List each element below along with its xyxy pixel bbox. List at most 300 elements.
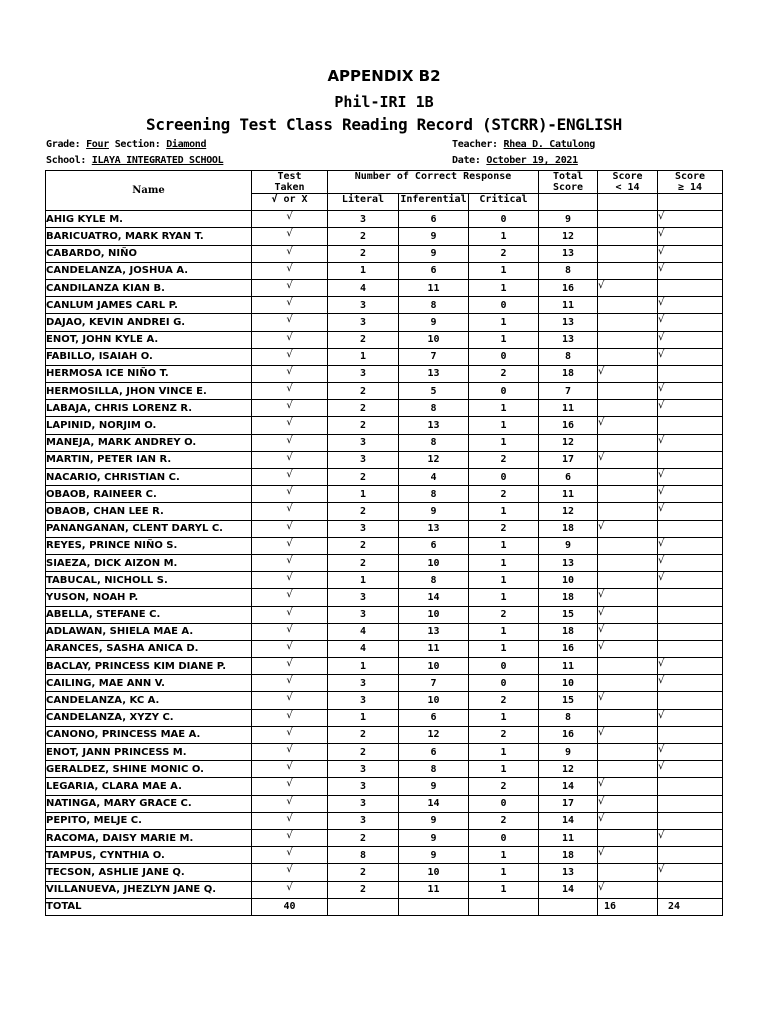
- student-name: MARTIN, PETER IAN R.: [46, 451, 252, 468]
- student-name: CANDELANZA, KC A.: [46, 692, 252, 709]
- at-least-14-mark: √: [658, 554, 723, 571]
- totals-literal-blank: [328, 898, 399, 915]
- below-14-mark: √: [598, 606, 658, 623]
- below-14-mark: [598, 744, 658, 761]
- at-least-14-mark: [658, 812, 723, 829]
- student-name: TECSON, ASHLIE JANE Q.: [46, 864, 252, 881]
- inferential-score: 6: [399, 211, 469, 228]
- table-row: [46, 675, 723, 692]
- test-taken-mark: √: [252, 434, 328, 451]
- form-code-heading: Phil-IRI 1B: [334, 93, 434, 111]
- total-score: 12: [539, 228, 598, 245]
- table-row: [46, 486, 723, 503]
- table-row: [46, 589, 723, 606]
- student-name: HERMOSILLA, JHON VINCE E.: [46, 383, 252, 400]
- student-name: CANONO, PRINCESS MAE A.: [46, 726, 252, 743]
- at-least-14-mark: [658, 589, 723, 606]
- literal-score: 2: [328, 744, 399, 761]
- inferential-score: 9: [399, 812, 469, 829]
- table-row: [46, 228, 723, 245]
- test-taken-mark: √: [252, 589, 328, 606]
- test-taken-mark: √: [252, 572, 328, 589]
- total-score: 12: [539, 761, 598, 778]
- below-14-mark: [598, 228, 658, 245]
- total-score: 8: [539, 709, 598, 726]
- below-14-mark: [598, 761, 658, 778]
- at-least-14-mark: √: [658, 331, 723, 348]
- total-score: 9: [539, 211, 598, 228]
- at-least-14-mark: [658, 417, 723, 434]
- inferential-score: 12: [399, 726, 469, 743]
- test-taken-mark: √: [252, 847, 328, 864]
- school-label: School:: [46, 155, 87, 166]
- student-name: TABUCAL, NICHOLL S.: [46, 572, 252, 589]
- student-name: FABILLO, ISAIAH O.: [46, 348, 252, 365]
- table-row: [46, 692, 723, 709]
- student-name: LAPINID, NORJIM O.: [46, 417, 252, 434]
- student-name: ARANCES, SASHA ANICA D.: [46, 640, 252, 657]
- below-14-mark: [598, 658, 658, 675]
- inferential-header: Inferential: [399, 194, 469, 211]
- student-name: TAMPUS, CYNTHIA O.: [46, 847, 252, 864]
- section-value: Diamond: [166, 139, 207, 150]
- total-score: 8: [539, 348, 598, 365]
- test-taken-mark: √: [252, 262, 328, 279]
- total-score: 14: [539, 881, 598, 898]
- total-score-header: Total Score: [539, 171, 598, 194]
- literal-score: 2: [328, 417, 399, 434]
- below-14-mark: [598, 245, 658, 262]
- critical-score: 0: [469, 675, 539, 692]
- inferential-score: 8: [399, 572, 469, 589]
- critical-score: 2: [469, 486, 539, 503]
- student-name: LEGARIA, CLARA MAE A.: [46, 778, 252, 795]
- total-score: 12: [539, 434, 598, 451]
- critical-score: 2: [469, 606, 539, 623]
- literal-score: 2: [328, 503, 399, 520]
- literal-score: 3: [328, 606, 399, 623]
- literal-score: 3: [328, 365, 399, 382]
- literal-score: 2: [328, 864, 399, 881]
- at-least-14-mark: [658, 451, 723, 468]
- table-row: [46, 881, 723, 898]
- student-name: YUSON, NOAH P.: [46, 589, 252, 606]
- at-least-14-mark: √: [658, 383, 723, 400]
- below-14-mark: [598, 211, 658, 228]
- table-row: [46, 658, 723, 675]
- at-least-14-mark: [658, 640, 723, 657]
- total-score: 10: [539, 675, 598, 692]
- inferential-score: 9: [399, 314, 469, 331]
- below-14-mark: √: [598, 692, 658, 709]
- grade-section-line: [46, 139, 206, 150]
- score-at-least-14-header: Score ≥ 14: [658, 171, 723, 194]
- total-score: 16: [539, 417, 598, 434]
- test-taken-mark: √: [252, 812, 328, 829]
- critical-score: 1: [469, 623, 539, 640]
- literal-score: 1: [328, 572, 399, 589]
- table-row: [46, 262, 723, 279]
- below-14-mark: √: [598, 726, 658, 743]
- at-least-14-mark: √: [658, 503, 723, 520]
- inferential-score: 10: [399, 606, 469, 623]
- literal-score: 2: [328, 383, 399, 400]
- literal-score: 2: [328, 469, 399, 486]
- inferential-score: 14: [399, 589, 469, 606]
- test-taken-mark: √: [252, 761, 328, 778]
- below-14-mark: √: [598, 881, 658, 898]
- date-label: Date:: [452, 155, 481, 166]
- table-row: [46, 795, 723, 812]
- critical-score: 2: [469, 778, 539, 795]
- critical-score: 1: [469, 709, 539, 726]
- critical-score: 0: [469, 297, 539, 314]
- below-14-mark: √: [598, 365, 658, 382]
- total-score: 13: [539, 864, 598, 881]
- table-row: [46, 623, 723, 640]
- student-name: HERMOSA ICE NIÑO T.: [46, 365, 252, 382]
- at-least-14-mark: √: [658, 262, 723, 279]
- critical-score: 1: [469, 503, 539, 520]
- literal-score: 4: [328, 279, 399, 296]
- total-score: 15: [539, 692, 598, 709]
- totals-critical-blank: [469, 898, 539, 915]
- total-score: 10: [539, 572, 598, 589]
- total-score: 18: [539, 623, 598, 640]
- critical-score: 2: [469, 245, 539, 262]
- at-least-14-mark: √: [658, 211, 723, 228]
- literal-score: 2: [328, 331, 399, 348]
- total-score: 18: [539, 520, 598, 537]
- below-14-mark: [598, 503, 658, 520]
- test-taken-mark: √: [252, 417, 328, 434]
- test-taken-header: Test Taken: [252, 171, 328, 194]
- critical-score: 1: [469, 554, 539, 571]
- below-14-mark: [598, 486, 658, 503]
- critical-score: 1: [469, 847, 539, 864]
- table-row: [46, 606, 723, 623]
- below-14-mark: [598, 314, 658, 331]
- critical-score: 1: [469, 262, 539, 279]
- below-14-mark: √: [598, 279, 658, 296]
- table-row: [46, 778, 723, 795]
- test-taken-mark: √: [252, 228, 328, 245]
- at-least-14-mark: [658, 606, 723, 623]
- at-least-14-mark: [658, 795, 723, 812]
- test-taken-mark: √: [252, 623, 328, 640]
- total-score: 11: [539, 829, 598, 846]
- at-least-14-mark: √: [658, 469, 723, 486]
- inferential-score: 11: [399, 279, 469, 296]
- total-score: 11: [539, 486, 598, 503]
- table-row: [46, 331, 723, 348]
- total-score: 16: [539, 279, 598, 296]
- inferential-score: 7: [399, 348, 469, 365]
- appendix-heading: APPENDIX B2: [327, 67, 441, 85]
- inferential-score: 14: [399, 795, 469, 812]
- student-name: NATINGA, MARY GRACE C.: [46, 795, 252, 812]
- critical-score: 0: [469, 211, 539, 228]
- literal-header: Literal: [328, 194, 399, 211]
- at-least-14-mark: √: [658, 709, 723, 726]
- critical-score: 1: [469, 864, 539, 881]
- test-taken-mark: √: [252, 400, 328, 417]
- date-value: October 19, 2021: [486, 155, 578, 166]
- at-least-14-mark: √: [658, 297, 723, 314]
- at-least-14-mark: √: [658, 245, 723, 262]
- critical-score: 2: [469, 692, 539, 709]
- total-score: 11: [539, 658, 598, 675]
- literal-score: 1: [328, 486, 399, 503]
- correct-response-header: Number of Correct Response: [328, 171, 539, 194]
- table-row: [46, 812, 723, 829]
- below-14-mark: [598, 864, 658, 881]
- table-row: [46, 847, 723, 864]
- at-least-14-mark: [658, 279, 723, 296]
- total-score-subheader-blank: [539, 194, 598, 211]
- critical-score: 0: [469, 795, 539, 812]
- student-name: BACLAY, PRINCESS KIM DIANE P.: [46, 658, 252, 675]
- student-name: RACOMA, DAISY MARIE M.: [46, 829, 252, 846]
- inferential-score: 11: [399, 881, 469, 898]
- literal-score: 1: [328, 348, 399, 365]
- literal-score: 3: [328, 761, 399, 778]
- at-least-14-mark: √: [658, 761, 723, 778]
- at-least-14-mark: [658, 692, 723, 709]
- critical-score: 1: [469, 400, 539, 417]
- literal-score: 2: [328, 228, 399, 245]
- test-taken-mark: √: [252, 451, 328, 468]
- table-row: [46, 640, 723, 657]
- test-taken-mark: √: [252, 503, 328, 520]
- test-taken-mark: √: [252, 675, 328, 692]
- below-14-mark: √: [598, 778, 658, 795]
- literal-score: 3: [328, 520, 399, 537]
- below-14-mark: √: [598, 640, 658, 657]
- student-name: REYES, PRINCE NIÑO S.: [46, 537, 252, 554]
- total-score: 13: [539, 554, 598, 571]
- test-taken-mark: √: [252, 692, 328, 709]
- inferential-score: 8: [399, 434, 469, 451]
- table-row: [46, 400, 723, 417]
- table-row: [46, 383, 723, 400]
- at-least-14-mark: √: [658, 658, 723, 675]
- literal-score: 3: [328, 812, 399, 829]
- total-score: 8: [539, 262, 598, 279]
- below-14-mark: [598, 383, 658, 400]
- inferential-score: 13: [399, 623, 469, 640]
- student-name: AHIG KYLE M.: [46, 211, 252, 228]
- total-score: 16: [539, 640, 598, 657]
- total-score: 13: [539, 331, 598, 348]
- test-taken-subheader: √ or X: [252, 194, 328, 211]
- inferential-score: 9: [399, 245, 469, 262]
- table-row: [46, 365, 723, 382]
- below-14-mark: √: [598, 589, 658, 606]
- test-taken-mark: √: [252, 744, 328, 761]
- table-row: [46, 245, 723, 262]
- at-least-14-mark: [658, 847, 723, 864]
- test-taken-mark: √: [252, 486, 328, 503]
- literal-score: 2: [328, 881, 399, 898]
- below-14-mark: [598, 348, 658, 365]
- at-least-14-mark: √: [658, 537, 723, 554]
- test-taken-mark: √: [252, 314, 328, 331]
- critical-score: 0: [469, 658, 539, 675]
- below-14-mark: √: [598, 417, 658, 434]
- literal-score: 3: [328, 692, 399, 709]
- student-name: ENOT, JANN PRINCESS M.: [46, 744, 252, 761]
- below-14-mark: √: [598, 520, 658, 537]
- critical-score: 2: [469, 520, 539, 537]
- literal-score: 3: [328, 795, 399, 812]
- critical-score: 1: [469, 228, 539, 245]
- critical-score: 2: [469, 726, 539, 743]
- total-score: 12: [539, 503, 598, 520]
- student-name: CABARDO, NIÑO: [46, 245, 252, 262]
- table-row: [46, 726, 723, 743]
- total-score: 18: [539, 365, 598, 382]
- inferential-score: 6: [399, 744, 469, 761]
- total-below-14: 16: [598, 898, 658, 915]
- at-least-14-mark: √: [658, 829, 723, 846]
- critical-score: 2: [469, 812, 539, 829]
- at-least-14-mark: [658, 520, 723, 537]
- literal-score: 4: [328, 623, 399, 640]
- literal-score: 2: [328, 829, 399, 846]
- critical-score: 1: [469, 572, 539, 589]
- table-row: [46, 417, 723, 434]
- critical-score: 2: [469, 451, 539, 468]
- literal-score: 3: [328, 314, 399, 331]
- total-score: 11: [539, 297, 598, 314]
- below-14-mark: [598, 469, 658, 486]
- student-name: CANLUM JAMES CARL P.: [46, 297, 252, 314]
- inferential-score: 13: [399, 365, 469, 382]
- total-score: 9: [539, 537, 598, 554]
- inferential-score: 4: [399, 469, 469, 486]
- test-taken-mark: √: [252, 709, 328, 726]
- below-14-mark: [598, 400, 658, 417]
- literal-score: 1: [328, 709, 399, 726]
- critical-score: 1: [469, 417, 539, 434]
- total-score: 13: [539, 245, 598, 262]
- critical-score: 1: [469, 314, 539, 331]
- test-taken-mark: √: [252, 331, 328, 348]
- below-14-mark: [598, 297, 658, 314]
- test-taken-mark: √: [252, 279, 328, 296]
- total-tests-taken: 40: [252, 898, 328, 915]
- student-name: PEPITO, MELJE C.: [46, 812, 252, 829]
- test-taken-mark: √: [252, 881, 328, 898]
- critical-score: 1: [469, 744, 539, 761]
- totals-score-blank: [539, 898, 598, 915]
- literal-score: 3: [328, 434, 399, 451]
- test-taken-mark: √: [252, 537, 328, 554]
- student-name: DAJAO, KEVIN ANDREI G.: [46, 314, 252, 331]
- table-row: [46, 744, 723, 761]
- test-taken-mark: √: [252, 795, 328, 812]
- test-taken-mark: √: [252, 864, 328, 881]
- inferential-score: 6: [399, 537, 469, 554]
- test-taken-mark: √: [252, 383, 328, 400]
- student-name: GERALDEZ, SHINE MONIC O.: [46, 761, 252, 778]
- critical-score: 1: [469, 589, 539, 606]
- critical-score: 1: [469, 761, 539, 778]
- below-14-mark: √: [598, 623, 658, 640]
- table-row: [46, 451, 723, 468]
- teacher-line: [452, 139, 595, 150]
- inferential-score: 10: [399, 658, 469, 675]
- literal-score: 1: [328, 262, 399, 279]
- inferential-score: 13: [399, 520, 469, 537]
- total-score: 15: [539, 606, 598, 623]
- critical-score: 1: [469, 640, 539, 657]
- literal-score: 3: [328, 297, 399, 314]
- table-row: [46, 864, 723, 881]
- literal-score: 3: [328, 675, 399, 692]
- total-score: 11: [539, 400, 598, 417]
- below-14-mark: √: [598, 451, 658, 468]
- below-14-mark: [598, 572, 658, 589]
- student-name: OBAOB, CHAN LEE R.: [46, 503, 252, 520]
- inferential-score: 9: [399, 503, 469, 520]
- test-taken-mark: √: [252, 640, 328, 657]
- table-row: [46, 297, 723, 314]
- student-name: ENOT, JOHN KYLE A.: [46, 331, 252, 348]
- student-name: SIAEZA, DICK AIZON M.: [46, 554, 252, 571]
- at-least-14-mark: √: [658, 864, 723, 881]
- inferential-score: 6: [399, 262, 469, 279]
- teacher-value: Rhea D. Catulong: [503, 139, 596, 150]
- inferential-score: 8: [399, 400, 469, 417]
- literal-score: 3: [328, 589, 399, 606]
- below-14-mark: [598, 434, 658, 451]
- below-14-mark: [598, 537, 658, 554]
- at-least-14-mark: √: [658, 744, 723, 761]
- at-least-14-mark: √: [658, 228, 723, 245]
- critical-score: 0: [469, 348, 539, 365]
- total-score: 17: [539, 451, 598, 468]
- critical-score: 1: [469, 279, 539, 296]
- reading-record-table: [45, 170, 723, 916]
- critical-score: 1: [469, 537, 539, 554]
- school-line: [46, 155, 223, 166]
- at-least-14-mark: √: [658, 400, 723, 417]
- test-taken-mark: √: [252, 554, 328, 571]
- below-14-mark: √: [598, 812, 658, 829]
- student-name: PANANGANAN, CLENT DARYL C.: [46, 520, 252, 537]
- teacher-label: Teacher:: [452, 139, 498, 150]
- date-line: [452, 155, 578, 166]
- inferential-score: 10: [399, 692, 469, 709]
- inferential-score: 9: [399, 228, 469, 245]
- total-score: 6: [539, 469, 598, 486]
- inferential-score: 12: [399, 451, 469, 468]
- student-name: BARICUATRO, MARK RYAN T.: [46, 228, 252, 245]
- literal-score: 2: [328, 554, 399, 571]
- below-14-mark: [598, 554, 658, 571]
- section-label: Section:: [114, 139, 161, 150]
- test-taken-mark: √: [252, 606, 328, 623]
- below-14-mark: [598, 262, 658, 279]
- totals-row: [46, 898, 723, 915]
- literal-score: 2: [328, 245, 399, 262]
- table-row: [46, 211, 723, 228]
- totals-inferential-blank: [399, 898, 469, 915]
- inferential-score: 10: [399, 331, 469, 348]
- inferential-score: 8: [399, 761, 469, 778]
